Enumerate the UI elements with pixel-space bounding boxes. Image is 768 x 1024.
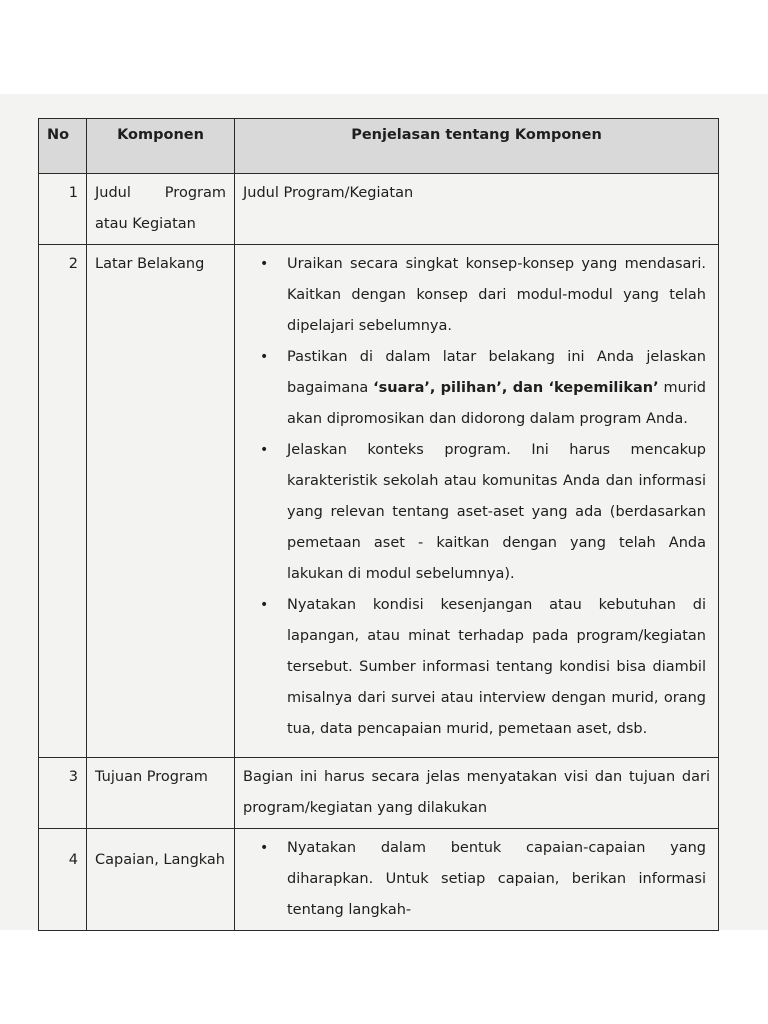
- table-row: [39, 245, 719, 758]
- row-component: Capaian, Langkah: [87, 829, 235, 931]
- bullet-item: • Nyatakan dalam bentuk capaian-capaian yang diharapkan. Untuk setiap capaian, berikan informasi tentang langkah-: [287, 833, 710, 926]
- row-component: Tujuan Program: [87, 758, 235, 829]
- table-row: [39, 758, 719, 829]
- row-explanation: Bagian ini harus secara jelas menyatakan visi dan tujuan dari program/kegiatan yang dilakukan: [235, 758, 719, 829]
- bullet-list: [243, 249, 710, 745]
- header-komponen: Komponen: [87, 119, 235, 174]
- row-explanation: [235, 829, 719, 931]
- row-component: Latar Belakang: [87, 245, 235, 758]
- header-no: No: [39, 119, 87, 174]
- row-explanation: Judul Program/Kegiatan: [235, 174, 719, 245]
- row-component: Judul Program atau Kegiatan: [87, 174, 235, 245]
- row-explanation: [235, 245, 719, 758]
- bullet-list: [243, 833, 710, 926]
- table-row: [39, 829, 719, 931]
- table-row: [39, 174, 719, 245]
- bullet-item: • Pastikan di dalam latar belakang ini Anda jelaskan bagaimana ‘suara’, pilihan’, dan ‘kepemilikan’ murid akan dipromosikan dan didorong dalam program Anda.: [287, 342, 710, 435]
- row-number: 2: [39, 245, 87, 758]
- bullet-item: • Jelaskan konteks program. Ini harus mencakup karakteristik sekolah atau komunitas Anda dan informasi yang relevan tentang aset-aset yang ada (berdasarkan pemetaan aset - kaitkan dengan yang telah Anda lakukan di modul sebelumnya).: [287, 435, 710, 590]
- bullet-item: • Nyatakan kondisi kesenjangan atau kebutuhan di lapangan, atau minat terhadap pada program/kegiatan tersebut. Sumber informasi tentang kondisi bisa diambil misalnya dari survei atau interview dengan murid, orang tua, data pencapaian murid, pemetaan aset, dsb.: [287, 590, 710, 745]
- row-number: 4: [39, 829, 87, 931]
- row-number: 1: [39, 174, 87, 245]
- bullet-item: • Uraikan secara singkat konsep-konsep yang mendasari. Kaitkan dengan konsep dari modul-modul yang telah dipelajari sebelumnya.: [287, 249, 710, 342]
- header-penjelasan: Penjelasan tentang Komponen: [235, 119, 719, 174]
- emphasis-text: ‘suara’, pilihan’, dan ‘kepemilikan’: [373, 380, 659, 396]
- component-table: [38, 118, 719, 931]
- row-number: 3: [39, 758, 87, 829]
- table-header-row: [39, 119, 719, 174]
